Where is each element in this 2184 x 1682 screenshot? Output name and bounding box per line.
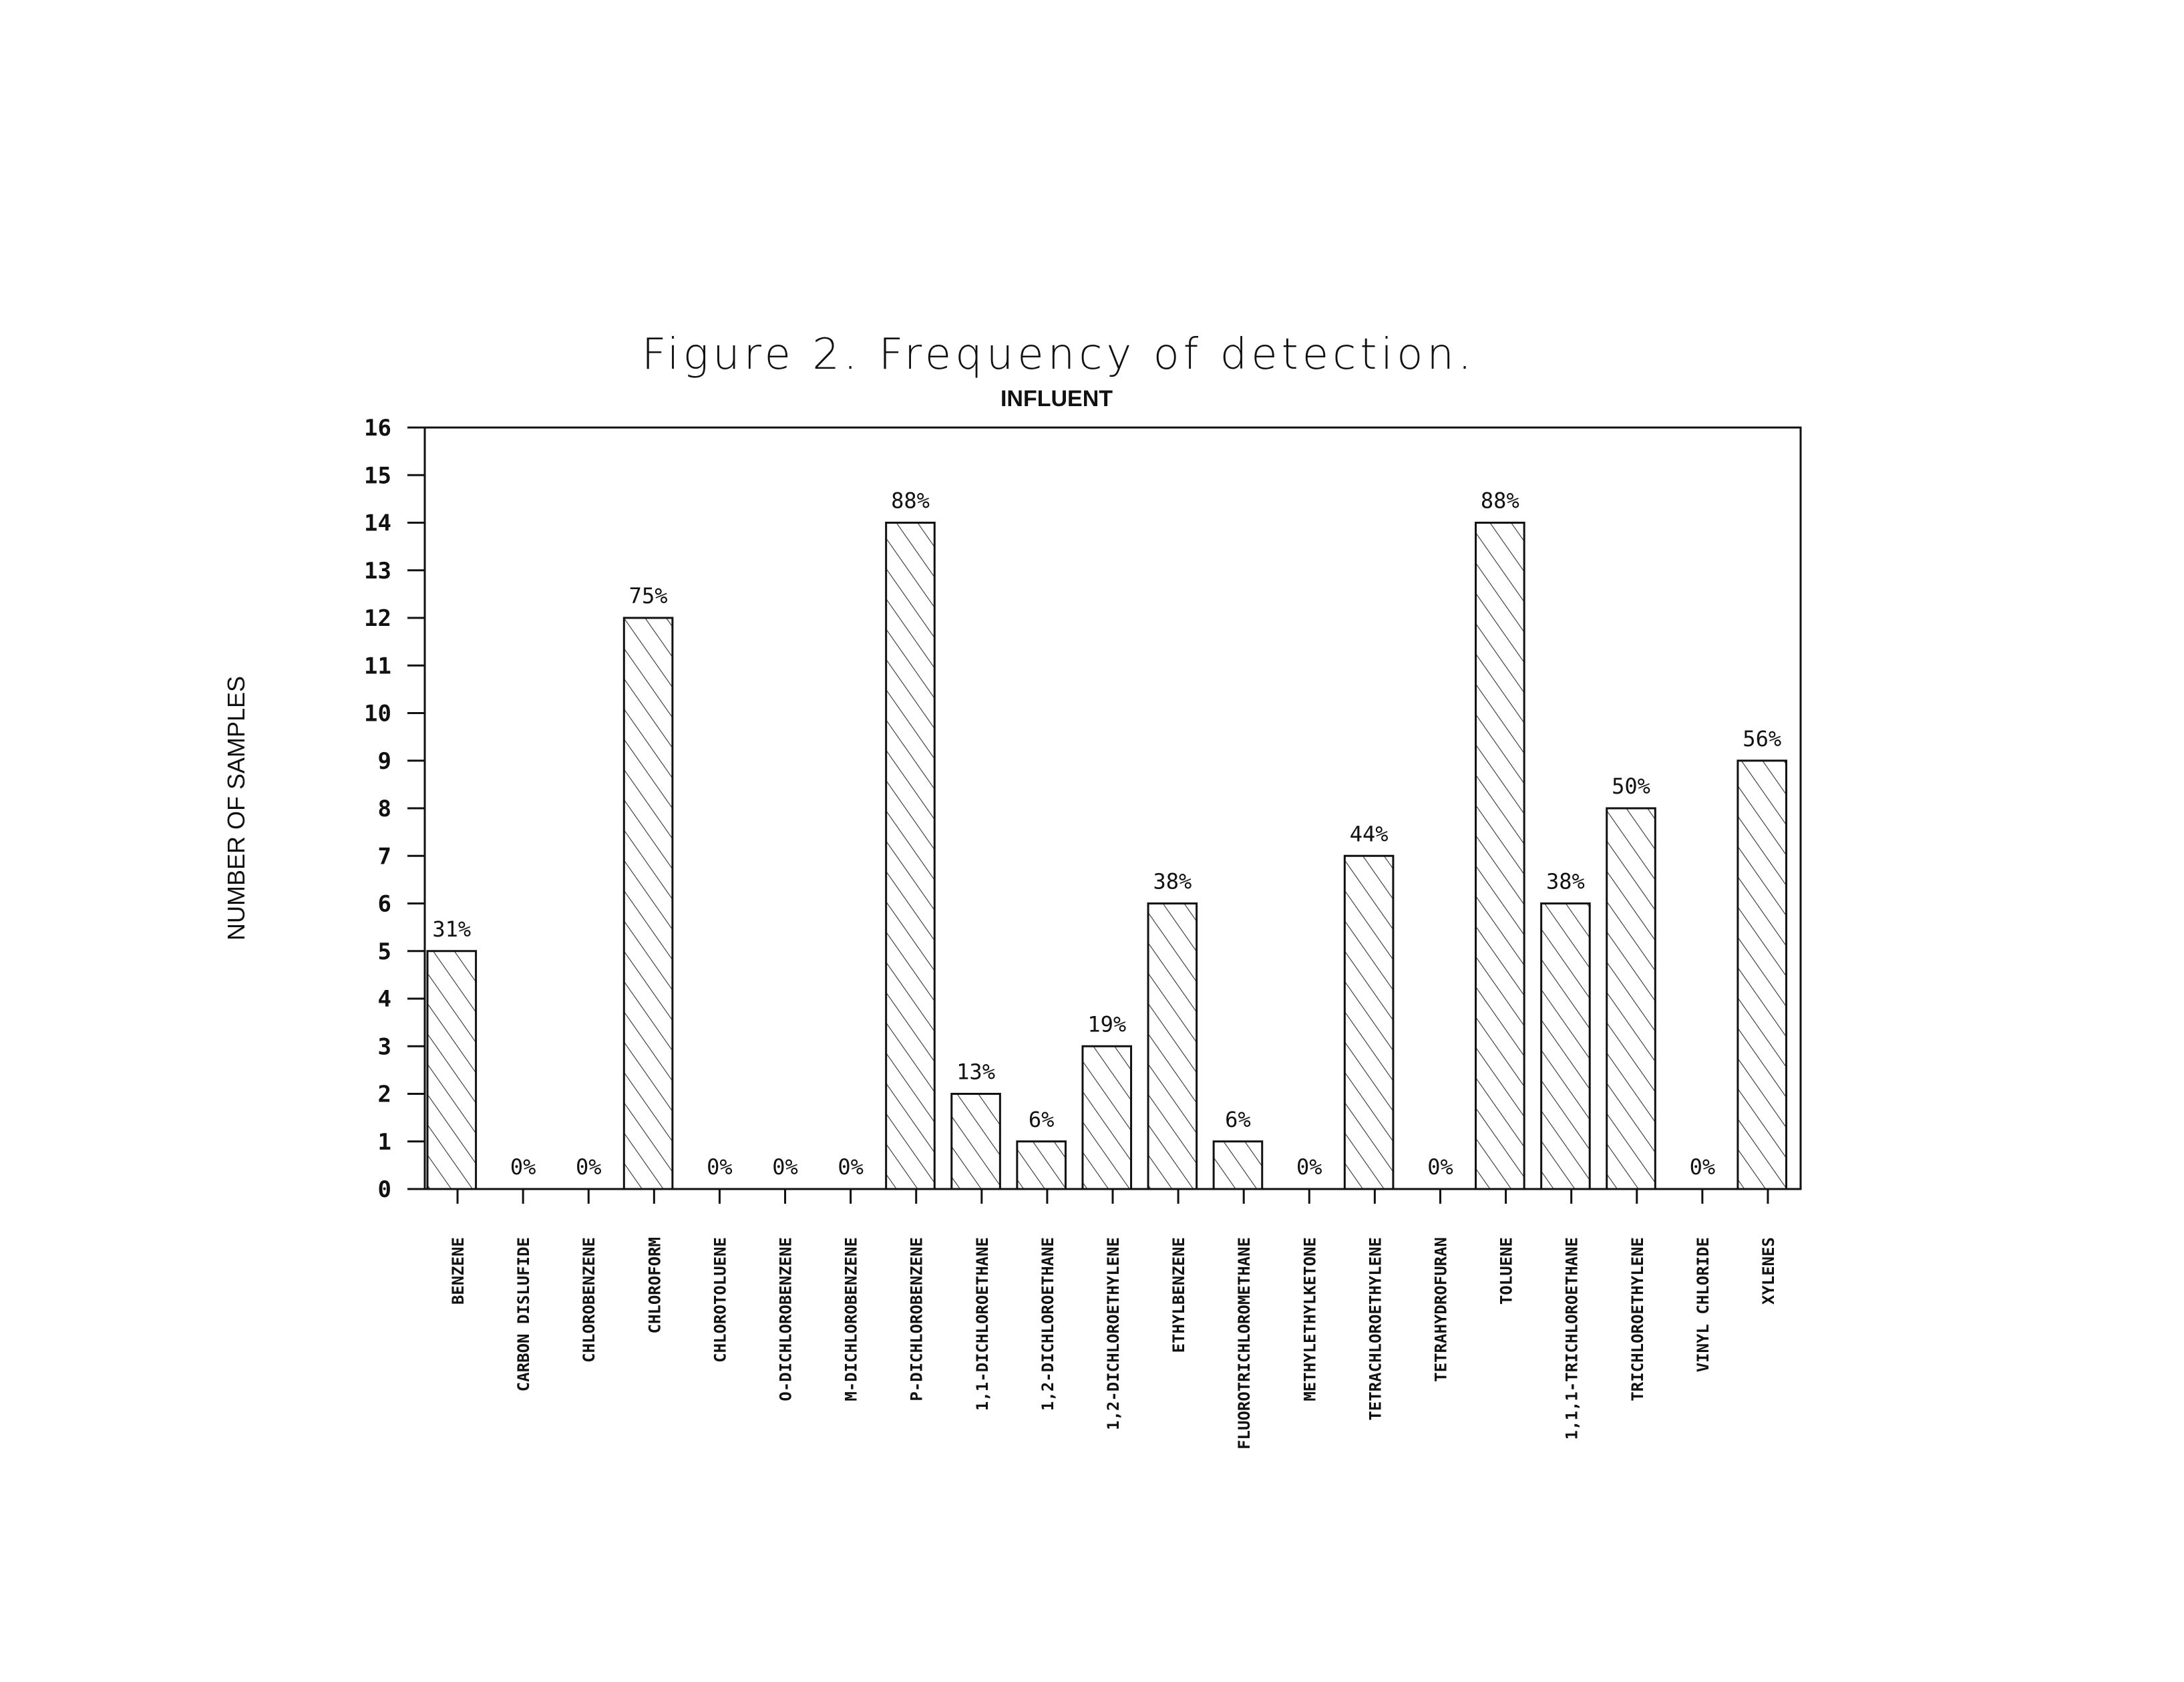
category-label: 1,2-DICHLOROETHANE: [1038, 1237, 1057, 1411]
data-label: 88%: [1480, 488, 1519, 514]
bar: [952, 1094, 1000, 1190]
y-tick-label: 10: [364, 700, 391, 727]
category-label: METHYLETHYLKETONE: [1300, 1237, 1320, 1401]
bar: [886, 523, 935, 1190]
y-tick-label: 4: [377, 986, 391, 1013]
data-label: 44%: [1349, 821, 1389, 847]
bars-group: [427, 523, 1786, 1190]
category-label: CHLOROFORM: [645, 1237, 665, 1334]
data-label: 75%: [628, 583, 668, 609]
y-axis: [364, 415, 425, 1203]
y-tick-label: 0: [377, 1176, 391, 1203]
y-tick-label: 3: [377, 1033, 391, 1061]
bar: [624, 618, 673, 1189]
y-axis-label: NUMBER OF SAMPLES: [222, 675, 250, 941]
data-label: 50%: [1612, 774, 1650, 799]
bar: [1738, 761, 1787, 1189]
category-label: TRICHLOROETHYLENE: [1628, 1237, 1647, 1401]
bar: [1083, 1046, 1131, 1189]
data-label: 56%: [1743, 725, 1782, 751]
bar: [1148, 904, 1197, 1190]
data-label: 0%: [1689, 1154, 1716, 1180]
data-label: 38%: [1153, 868, 1192, 894]
y-tick-label: 9: [377, 747, 391, 775]
y-tick-label: 6: [377, 890, 391, 918]
bar: [1476, 523, 1525, 1190]
data-label: 0%: [772, 1154, 798, 1180]
y-tick-label: 5: [377, 938, 391, 965]
y-tick-label: 11: [364, 653, 391, 680]
category-label: VINYL CHLORIDE: [1693, 1237, 1712, 1373]
category-label: 1,2-DICHLOROETHYLENE: [1104, 1237, 1123, 1430]
bar: [1214, 1142, 1262, 1189]
bar: [1541, 904, 1590, 1190]
category-label: TOLUENE: [1497, 1237, 1516, 1305]
bar: [1017, 1142, 1066, 1189]
bar: [1607, 808, 1656, 1189]
data-label: 19%: [1087, 1011, 1127, 1037]
data-label: 0%: [575, 1154, 602, 1180]
category-label: CHLOROBENZENE: [580, 1237, 599, 1363]
y-tick-label: 16: [364, 415, 391, 442]
y-tick-label: 14: [364, 510, 391, 537]
data-label: 38%: [1546, 868, 1585, 894]
y-tick-label: 13: [364, 557, 391, 584]
category-label: P-DICHLOROBENZENE: [907, 1237, 926, 1401]
category-label: CARBON DISLUFIDE: [514, 1237, 534, 1392]
category-label: O-DICHLOROBENZENE: [776, 1237, 795, 1401]
data-label: 0%: [1296, 1154, 1322, 1180]
data-label: 13%: [956, 1059, 995, 1085]
category-label: M-DICHLOROBENZENE: [842, 1237, 861, 1401]
y-tick-label: 12: [364, 605, 391, 632]
data-label: 0%: [1427, 1154, 1453, 1180]
data-label: 31%: [432, 916, 472, 942]
category-label: ETHYLBENZENE: [1169, 1237, 1189, 1353]
data-label: 0%: [838, 1154, 864, 1180]
bar: [427, 951, 476, 1189]
category-label: TETRACHLOROETHYLENE: [1366, 1237, 1385, 1421]
x-axis: [449, 1189, 1778, 1450]
y-tick-label: 8: [377, 796, 391, 822]
category-label: XYLENES: [1759, 1237, 1778, 1305]
data-label: 88%: [891, 488, 930, 514]
chart-subtitle: INFLUENT: [1000, 386, 1113, 411]
bar: [1344, 856, 1393, 1189]
data-label: 6%: [1028, 1106, 1055, 1132]
y-tick-label: 7: [377, 843, 391, 870]
y-tick-label: 2: [377, 1081, 391, 1108]
data-label: 0%: [707, 1154, 733, 1180]
category-label: FLUOROTRICHLOROMETHANE: [1235, 1237, 1254, 1450]
category-label: 1,1,1-TRICHLOROETHANE: [1562, 1237, 1582, 1440]
category-label: 1,1-DICHLOROETHANE: [972, 1237, 992, 1411]
category-label: CHLOROTOLUENE: [711, 1237, 730, 1363]
data-label: 0%: [510, 1154, 536, 1180]
category-label: BENZENE: [449, 1237, 468, 1305]
y-tick-label: 1: [377, 1128, 391, 1156]
category-label: TETRAHYDROFURAN: [1431, 1237, 1451, 1382]
y-tick-label: 15: [364, 462, 391, 490]
data-label: 6%: [1225, 1106, 1251, 1132]
chart-title: Figure 2. Frequency of detection.: [641, 330, 1476, 379]
